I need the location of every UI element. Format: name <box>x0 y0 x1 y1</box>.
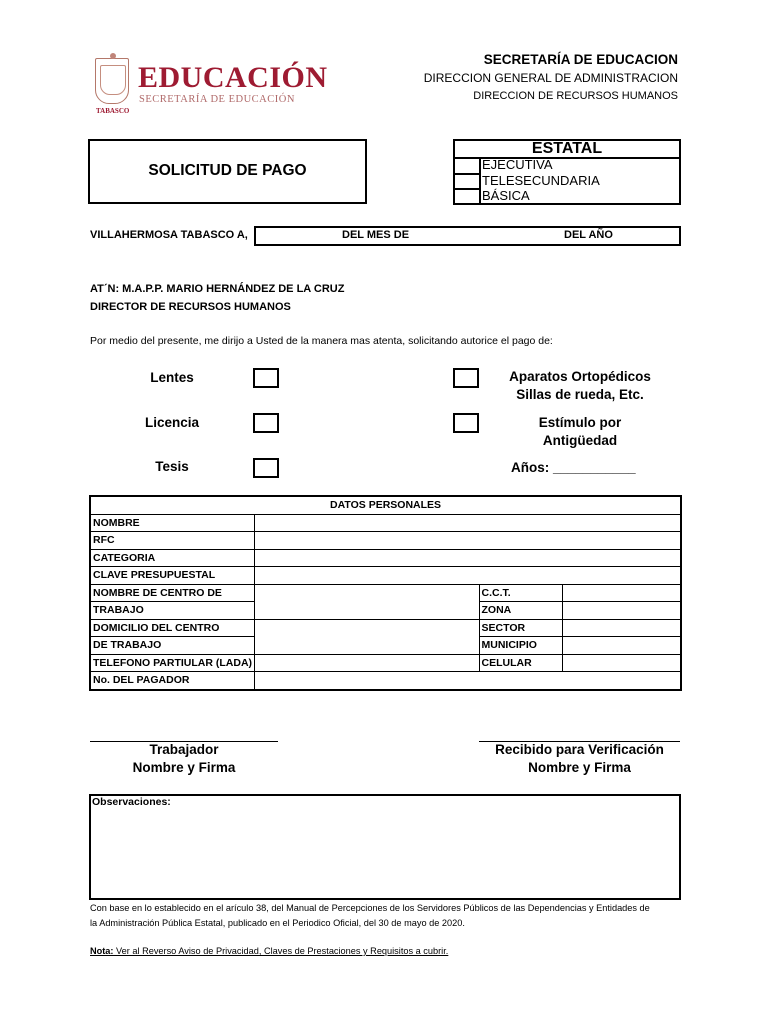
table-row <box>90 654 681 672</box>
legal-text-line1: Con base en lo establecido en el arículo 38, del Manual de Percepciones de los Servidores Públicos de las Dependencias y Entidades de <box>90 903 650 913</box>
field-input-centro[interactable] <box>254 584 479 619</box>
signature-recibido-sub: Nombre y Firma <box>528 760 631 775</box>
logo-title: EDUCACIÓN <box>138 61 328 94</box>
option-aparatos-checkbox[interactable] <box>453 368 479 388</box>
attention-line1: AT´N: M.A.P.P. MARIO HERNÁNDEZ DE LA CRUZ <box>90 283 345 295</box>
option-licencia-checkbox[interactable] <box>253 413 279 433</box>
field-input-sector[interactable] <box>562 619 681 637</box>
field-input-zona[interactable] <box>562 602 681 620</box>
header-line1: SECRETARÍA DE EDUCACION <box>483 52 678 67</box>
estatal-checkbox-telesecundaria[interactable] <box>455 175 477 187</box>
intro-text: Por medio del presente, me dirijo a Usted de la manera mas atenta, solicitando autorice el pago de: <box>90 335 553 347</box>
option-aparatos-label2: Sillas de rueda, Etc. <box>516 387 644 402</box>
table-row <box>90 619 681 637</box>
field-label-telefono: TELEFONO PARTIULAR (LADA) <box>90 654 254 672</box>
datos-title: DATOS PERSONALES <box>90 496 681 514</box>
estatal-checkbox-ejecutiva[interactable] <box>455 159 477 172</box>
observaciones-label: Observaciones: <box>92 796 171 808</box>
signature-trabajador-sub: Nombre y Firma <box>132 760 236 775</box>
date-place: VILLAHERMOSA TABASCO A, <box>90 229 248 241</box>
field-label-rfc: RFC <box>90 532 254 550</box>
field-label-pagador: No. DEL PAGADOR <box>90 672 254 690</box>
field-label-domicilio-1: DOMICILIO DEL CENTRO <box>90 619 254 637</box>
field-label-municipio: MUNICIPIO <box>479 637 562 655</box>
option-tesis-label: Tesis <box>155 459 189 474</box>
option-estimulo-label2: Antigüedad <box>542 433 618 448</box>
header-line3: DIRECCION DE RECURSOS HUMANOS <box>473 90 678 102</box>
field-input-categoria[interactable] <box>254 549 681 567</box>
field-input-nombre[interactable] <box>254 514 681 532</box>
observaciones-box[interactable] <box>89 794 681 900</box>
option-licencia-label: Licencia <box>144 415 200 430</box>
date-box[interactable] <box>254 226 681 246</box>
field-input-clave[interactable] <box>254 567 681 585</box>
table-row <box>90 584 681 602</box>
table-row <box>90 567 681 585</box>
signature-trabajador-label: Trabajador <box>149 742 219 757</box>
date-month-label: DEL MES DE <box>342 229 410 241</box>
coat-of-arms-icon <box>95 58 129 104</box>
estatal-title: ESTATAL <box>531 140 603 157</box>
option-estimulo-checkbox[interactable] <box>453 413 479 433</box>
field-label-clave: CLAVE PRESUPUESTAL <box>90 567 254 585</box>
date-year-label: DEL AÑO <box>564 229 613 241</box>
header-line2: DIRECCION GENERAL DE ADMINISTRACION <box>423 71 678 85</box>
option-lentes-label: Lentes <box>150 370 194 385</box>
option-estimulo-label1: Estímulo por <box>538 415 622 430</box>
field-label-centro-2: TRABAJO <box>90 602 254 620</box>
estatal-option-ejecutiva: EJECUTIVA <box>482 157 553 172</box>
field-input-cct[interactable] <box>562 584 681 602</box>
attention-line2: DIRECTOR DE RECURSOS HUMANOS <box>90 301 291 313</box>
table-row <box>90 514 681 532</box>
field-input-pagador[interactable] <box>254 672 681 690</box>
option-tesis-checkbox[interactable] <box>253 458 279 478</box>
logo-subtitle: SECRETARÍA DE EDUCACIÓN <box>139 94 295 105</box>
estatal-option-telesecundaria: TELESECUNDARIA <box>482 173 600 188</box>
table-row <box>90 532 681 550</box>
table-row <box>90 549 681 567</box>
field-label-zona: ZONA <box>479 602 562 620</box>
field-input-domicilio[interactable] <box>254 619 479 654</box>
field-input-municipio[interactable] <box>562 637 681 655</box>
field-input-telefono[interactable] <box>254 654 479 672</box>
option-lentes-checkbox[interactable] <box>253 368 279 388</box>
nota-text: Ver al Reverso Aviso de Privacidad, Claves de Prestaciones y Requisitos a cubrir. <box>113 946 449 956</box>
field-input-celular[interactable] <box>562 654 681 672</box>
estatal-checkbox-basica[interactable] <box>455 190 477 203</box>
field-label-celular: CELULAR <box>479 654 562 672</box>
field-input-rfc[interactable] <box>254 532 681 550</box>
datos-personales-table <box>89 495 682 691</box>
field-label-sector: SECTOR <box>479 619 562 637</box>
nota-label: Nota: <box>90 946 114 956</box>
table-row <box>90 496 681 514</box>
field-label-cct: C.C.T. <box>479 584 562 602</box>
field-label-nombre: NOMBRE <box>90 514 254 532</box>
form-title: SOLICITUD DE PAGO <box>148 162 307 179</box>
field-label-centro-1: NOMBRE DE CENTRO DE <box>90 584 254 602</box>
field-label-domicilio-2: DE TRABAJO <box>90 637 254 655</box>
option-anos-field[interactable]: Años: ___________ <box>511 460 636 475</box>
signature-recibido-label: Recibido para Verificación <box>495 742 664 757</box>
logo-state: TABASCO <box>96 107 130 115</box>
field-label-categoria: CATEGORIA <box>90 549 254 567</box>
nota <box>90 946 448 956</box>
legal-text-line2: la Administración Pública Estatal, publicado en el Periodico Oficial, del 30 de mayo de 2020. <box>90 918 465 928</box>
estatal-option-basica: BÁSICA <box>482 188 530 203</box>
table-row <box>90 672 681 690</box>
option-aparatos-label1: Aparatos Ortopédicos <box>509 369 651 384</box>
